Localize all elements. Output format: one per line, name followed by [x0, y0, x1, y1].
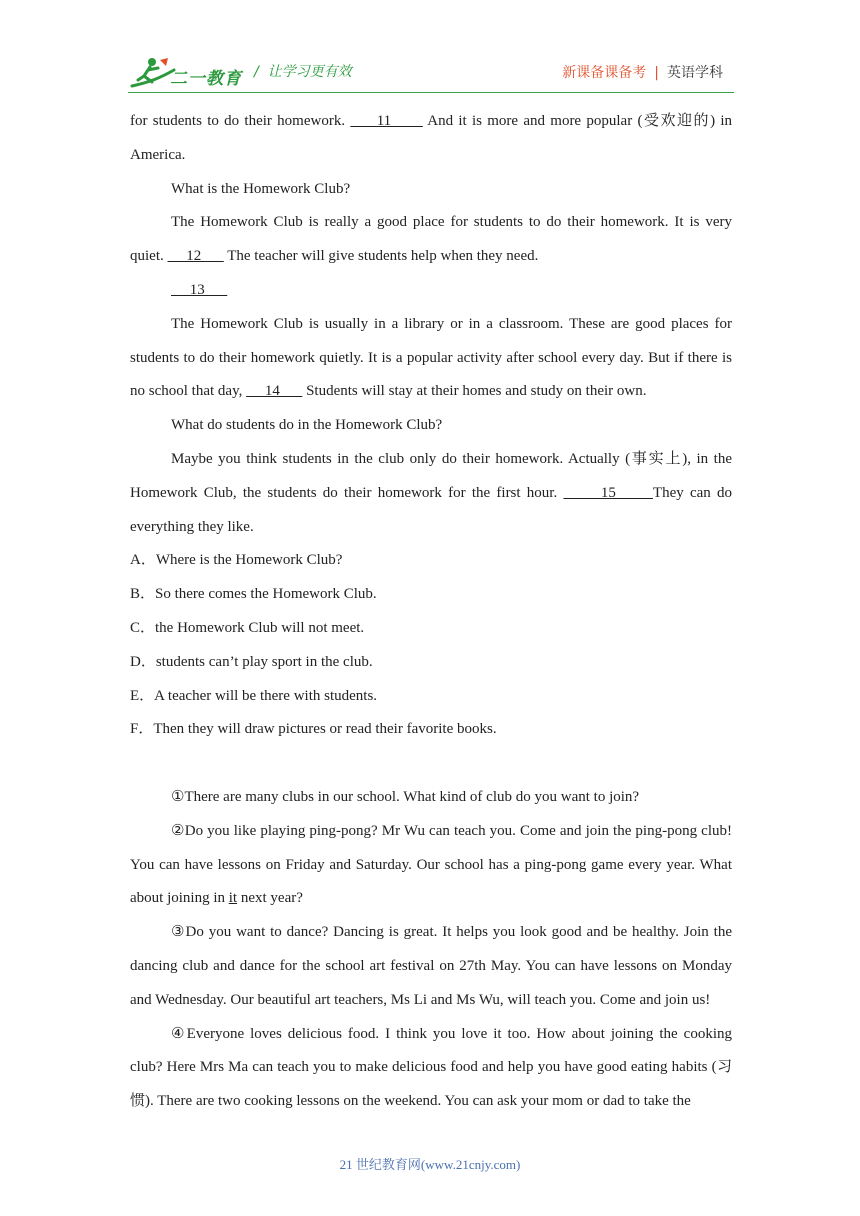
question-heading-1: What is the Homework Club?: [171, 180, 351, 197]
question-heading-2: What do students do in the Homework Club?: [171, 417, 443, 434]
option-letter: A．: [130, 552, 156, 569]
text-span: The Homework Club is really a good place for students to do their homework. It is very quiet.: [130, 214, 732, 265]
underlined-word-it: it: [228, 890, 238, 907]
option-e: [130, 680, 732, 714]
option-letter: D．: [130, 653, 156, 670]
option-b: [130, 578, 732, 612]
slogan-text: 让学习更有效: [267, 64, 352, 80]
text-span: Maybe you think students in the club only do their homework. Actually (事实上), in the Homework Club, the students do their homework for the first hour.: [130, 450, 732, 501]
option-letter: B．: [130, 586, 156, 603]
passage2-paragraph-2: [130, 815, 732, 916]
header-tag-prep: 新课备课备考: [562, 65, 647, 81]
header-slogan: / 让学习更有效: [254, 64, 352, 80]
header-tags: [562, 62, 723, 82]
option-d: [130, 646, 732, 680]
blank-12: 12: [167, 248, 224, 265]
passage-paragraph-4: [130, 443, 732, 544]
page-header: [0, 0, 860, 96]
brand-logo: [130, 56, 255, 90]
option-c: [130, 612, 732, 646]
option-letter: E．: [130, 687, 155, 704]
option-text: Where is the Homework Club?: [155, 552, 343, 569]
document-body: [130, 105, 732, 1119]
passage2-paragraph-4: ④Everyone loves delicious food. I think you love it too. How about joining the cooking club? Here Mrs Ma can teach you to make delicious food and help you have good eating habits (习惯). There are two cooking lessons on the weekend. You can ask your mom or dad to take the: [130, 1025, 732, 1110]
option-a: [130, 544, 732, 578]
option-text: A teacher will be there with students.: [154, 687, 378, 704]
text-span: Students will stay at their homes and study on their own.: [302, 383, 647, 400]
option-text: Then they will draw pictures or read their favorite books.: [153, 721, 497, 738]
passage2-paragraph-1: ①There are many clubs in our school. What kind of club do you want to join?: [171, 788, 640, 805]
text-span: And it is more and more popular (受欢迎的) in America.: [130, 113, 733, 163]
blank-15: 15: [563, 484, 653, 501]
option-letter: F．: [130, 721, 154, 738]
option-letter: C．: [130, 619, 156, 636]
header-separator: |: [654, 65, 659, 81]
passage-paragraph-3: [130, 308, 732, 409]
blank-11: 11: [350, 113, 423, 129]
blank-13: 13: [171, 281, 228, 298]
page-footer: 21 世纪教育网(www.21cnjy.com): [339, 1157, 521, 1172]
option-text: students can’t play sport in the club.: [155, 653, 373, 670]
text-span: ②Do you like playing ping-pong? Mr Wu can teach you. Come and join the ping-pong club! You can have lessons on Friday and Saturday. Our school has a ping-pong game every year. What about joining in: [130, 822, 732, 907]
passage-paragraph-2: [130, 206, 732, 274]
passage-paragraph-1: [130, 105, 732, 173]
blank-14: 14: [246, 383, 303, 400]
option-text: So there comes the Homework Club.: [155, 586, 377, 603]
text-span: next year?: [237, 890, 303, 907]
text-span: for students to do their homework.: [130, 113, 351, 129]
text-span: The teacher will give students help when they need.: [223, 248, 539, 265]
option-f: [130, 713, 732, 747]
text-span: The Homework Club is usually in a library or in a classroom. These are good places for students to do their homework quietly. It is a popular activity after school every day. But if there is no school that day,: [130, 315, 732, 400]
text-span: They can do everything they like.: [130, 484, 733, 535]
logo-wordmark: 二一教育: [170, 69, 242, 89]
blank-13-line: [130, 274, 732, 308]
option-text: the Homework Club will not meet.: [155, 619, 365, 636]
header-tag-subject: 英语学科: [667, 65, 723, 81]
section-spacer: [130, 747, 732, 781]
passage2-paragraph-3: ③Do you want to dance? Dancing is great. It helps you look good and be healthy. Join the dancing club and dance for the school art festival on 27th May. You can have lessons on Monday and Wednesday. Our beautiful art teachers, Ms Li and Ms Wu, will teach you. Come and join us!: [130, 924, 732, 1008]
header-divider: [128, 92, 734, 93]
